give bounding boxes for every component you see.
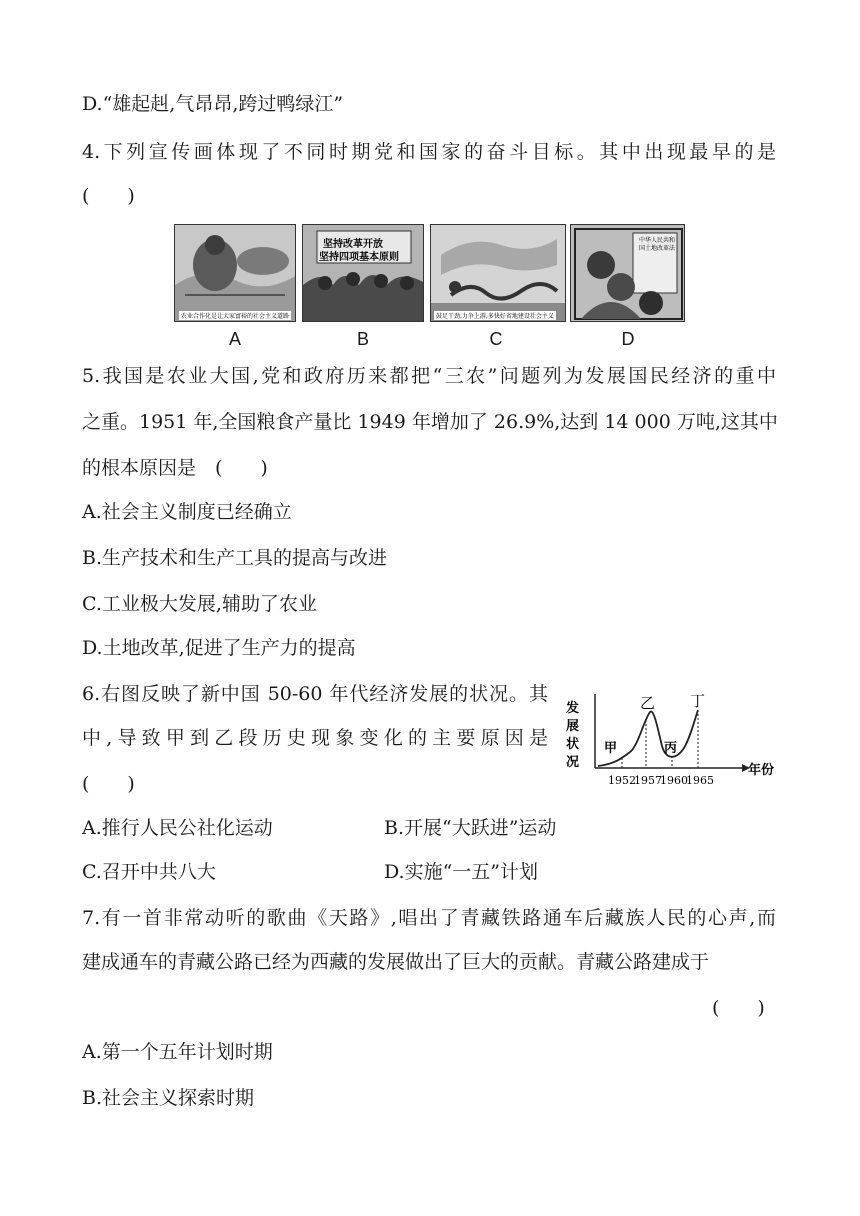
poster-b-banner-line2: 坚持四项基本原则 bbox=[319, 252, 399, 263]
chart-y-label-1: 发 bbox=[566, 701, 580, 716]
chart-y-label-4: 况 bbox=[566, 755, 580, 770]
chart-segment-label-yi: 乙 bbox=[640, 694, 656, 712]
q7-stem-line2: 建成通车的青藏公路已经为西藏的发展做出了巨大的贡献。青藏公路建成于 bbox=[82, 951, 710, 973]
q6-option-c: C.召开中共八大 bbox=[82, 861, 216, 883]
q7-option-a: A.第一个五年计划时期 bbox=[82, 1041, 273, 1063]
q5-option-b: B.生产技术和生产工具的提高与改进 bbox=[82, 547, 388, 569]
q6-option-b: B.开展“大跃进”运动 bbox=[384, 817, 557, 839]
poster-b-image bbox=[302, 224, 424, 322]
q7-option-b: B.社会主义探索时期 bbox=[82, 1087, 255, 1109]
poster-d-caption: 中华人民共和国土地改革法 bbox=[639, 237, 676, 252]
chart-x-tick-1957: 1957 bbox=[634, 774, 662, 787]
chart-x-tick-1952: 1952 bbox=[608, 774, 636, 787]
poster-a-caption: 农业合作化是让大家富裕的社会主义道路 bbox=[181, 313, 290, 320]
chart-segment-label-jia: 甲 bbox=[604, 741, 618, 756]
q6-answer-paren: ( ) bbox=[82, 773, 135, 795]
q6-option-d: D.实施“一五”计划 bbox=[384, 861, 539, 883]
q3-option-d: D.“雄起赳,气昂昂,跨过鸭绿江” bbox=[82, 93, 344, 115]
q5-stem-line3: 的根本原因是 ( ) bbox=[82, 457, 268, 479]
chart-segment-label-ding: 丁 bbox=[690, 692, 706, 710]
q6-option-a: A.推行人民公社化运动 bbox=[82, 817, 273, 839]
chart-segment-label-bing: 丙 bbox=[664, 741, 678, 756]
q5-option-c: C.工业极大发展,辅助了农业 bbox=[82, 593, 317, 615]
q5-option-d: D.土地改革,促进了生产力的提高 bbox=[82, 637, 356, 659]
poster-c-caption: 鼓足干劲,力争上游,多快好省地建设社会主义 bbox=[436, 313, 554, 320]
poster-c-label: C bbox=[489, 329, 503, 349]
chart-x-label: 年份 bbox=[748, 763, 775, 778]
q4-answer-paren: ( ) bbox=[82, 185, 135, 207]
poster-b-banner-line1: 坚持改革开放 bbox=[323, 239, 383, 250]
chart-y-label-2: 展 bbox=[566, 719, 580, 734]
chart-x-tick-1965: 1965 bbox=[686, 774, 714, 787]
poster-a-label: A bbox=[228, 329, 241, 349]
q7-stem-line1: 7.有一首非常动听的歌曲《天路》,唱出了青藏铁路通车后藏族人民的心声,而 bbox=[82, 907, 776, 929]
poster-a-image bbox=[174, 224, 296, 322]
q5-stem-line1: 5.我国是农业大国,党和政府历来都把“三农”问题列为发展国民经济的重中 bbox=[82, 365, 776, 387]
poster-d-label: D bbox=[621, 329, 635, 349]
poster-d-image bbox=[570, 224, 685, 322]
chart-y-label-3: 状 bbox=[566, 737, 580, 752]
q5-stem-line2: 之重。1951 年,全国粮食产量比 1949 年增加了 26.9%,达到 14 000 万吨,这其中 bbox=[82, 411, 778, 433]
q6-stem-line2: 中,导致甲到乙段历史现象变化的主要原因是 bbox=[82, 727, 548, 749]
poster-b-label: B bbox=[356, 329, 369, 349]
q6-stem-line1: 6.右图反映了新中国 50-60 年代经济发展的状况。其 bbox=[82, 683, 548, 705]
poster-c-image bbox=[430, 224, 566, 322]
economic-development-chart bbox=[560, 690, 786, 792]
q5-option-a: A.社会主义制度已经确立 bbox=[82, 501, 292, 523]
chart-x-tick-1960: 1960 bbox=[660, 774, 688, 787]
q7-answer-paren: ( ) bbox=[712, 997, 765, 1019]
q4-stem-line1: 4.下列宣传画体现了不同时期党和国家的奋斗目标。其中出现最早的是 bbox=[82, 141, 776, 163]
chart-series-line bbox=[598, 710, 698, 766]
